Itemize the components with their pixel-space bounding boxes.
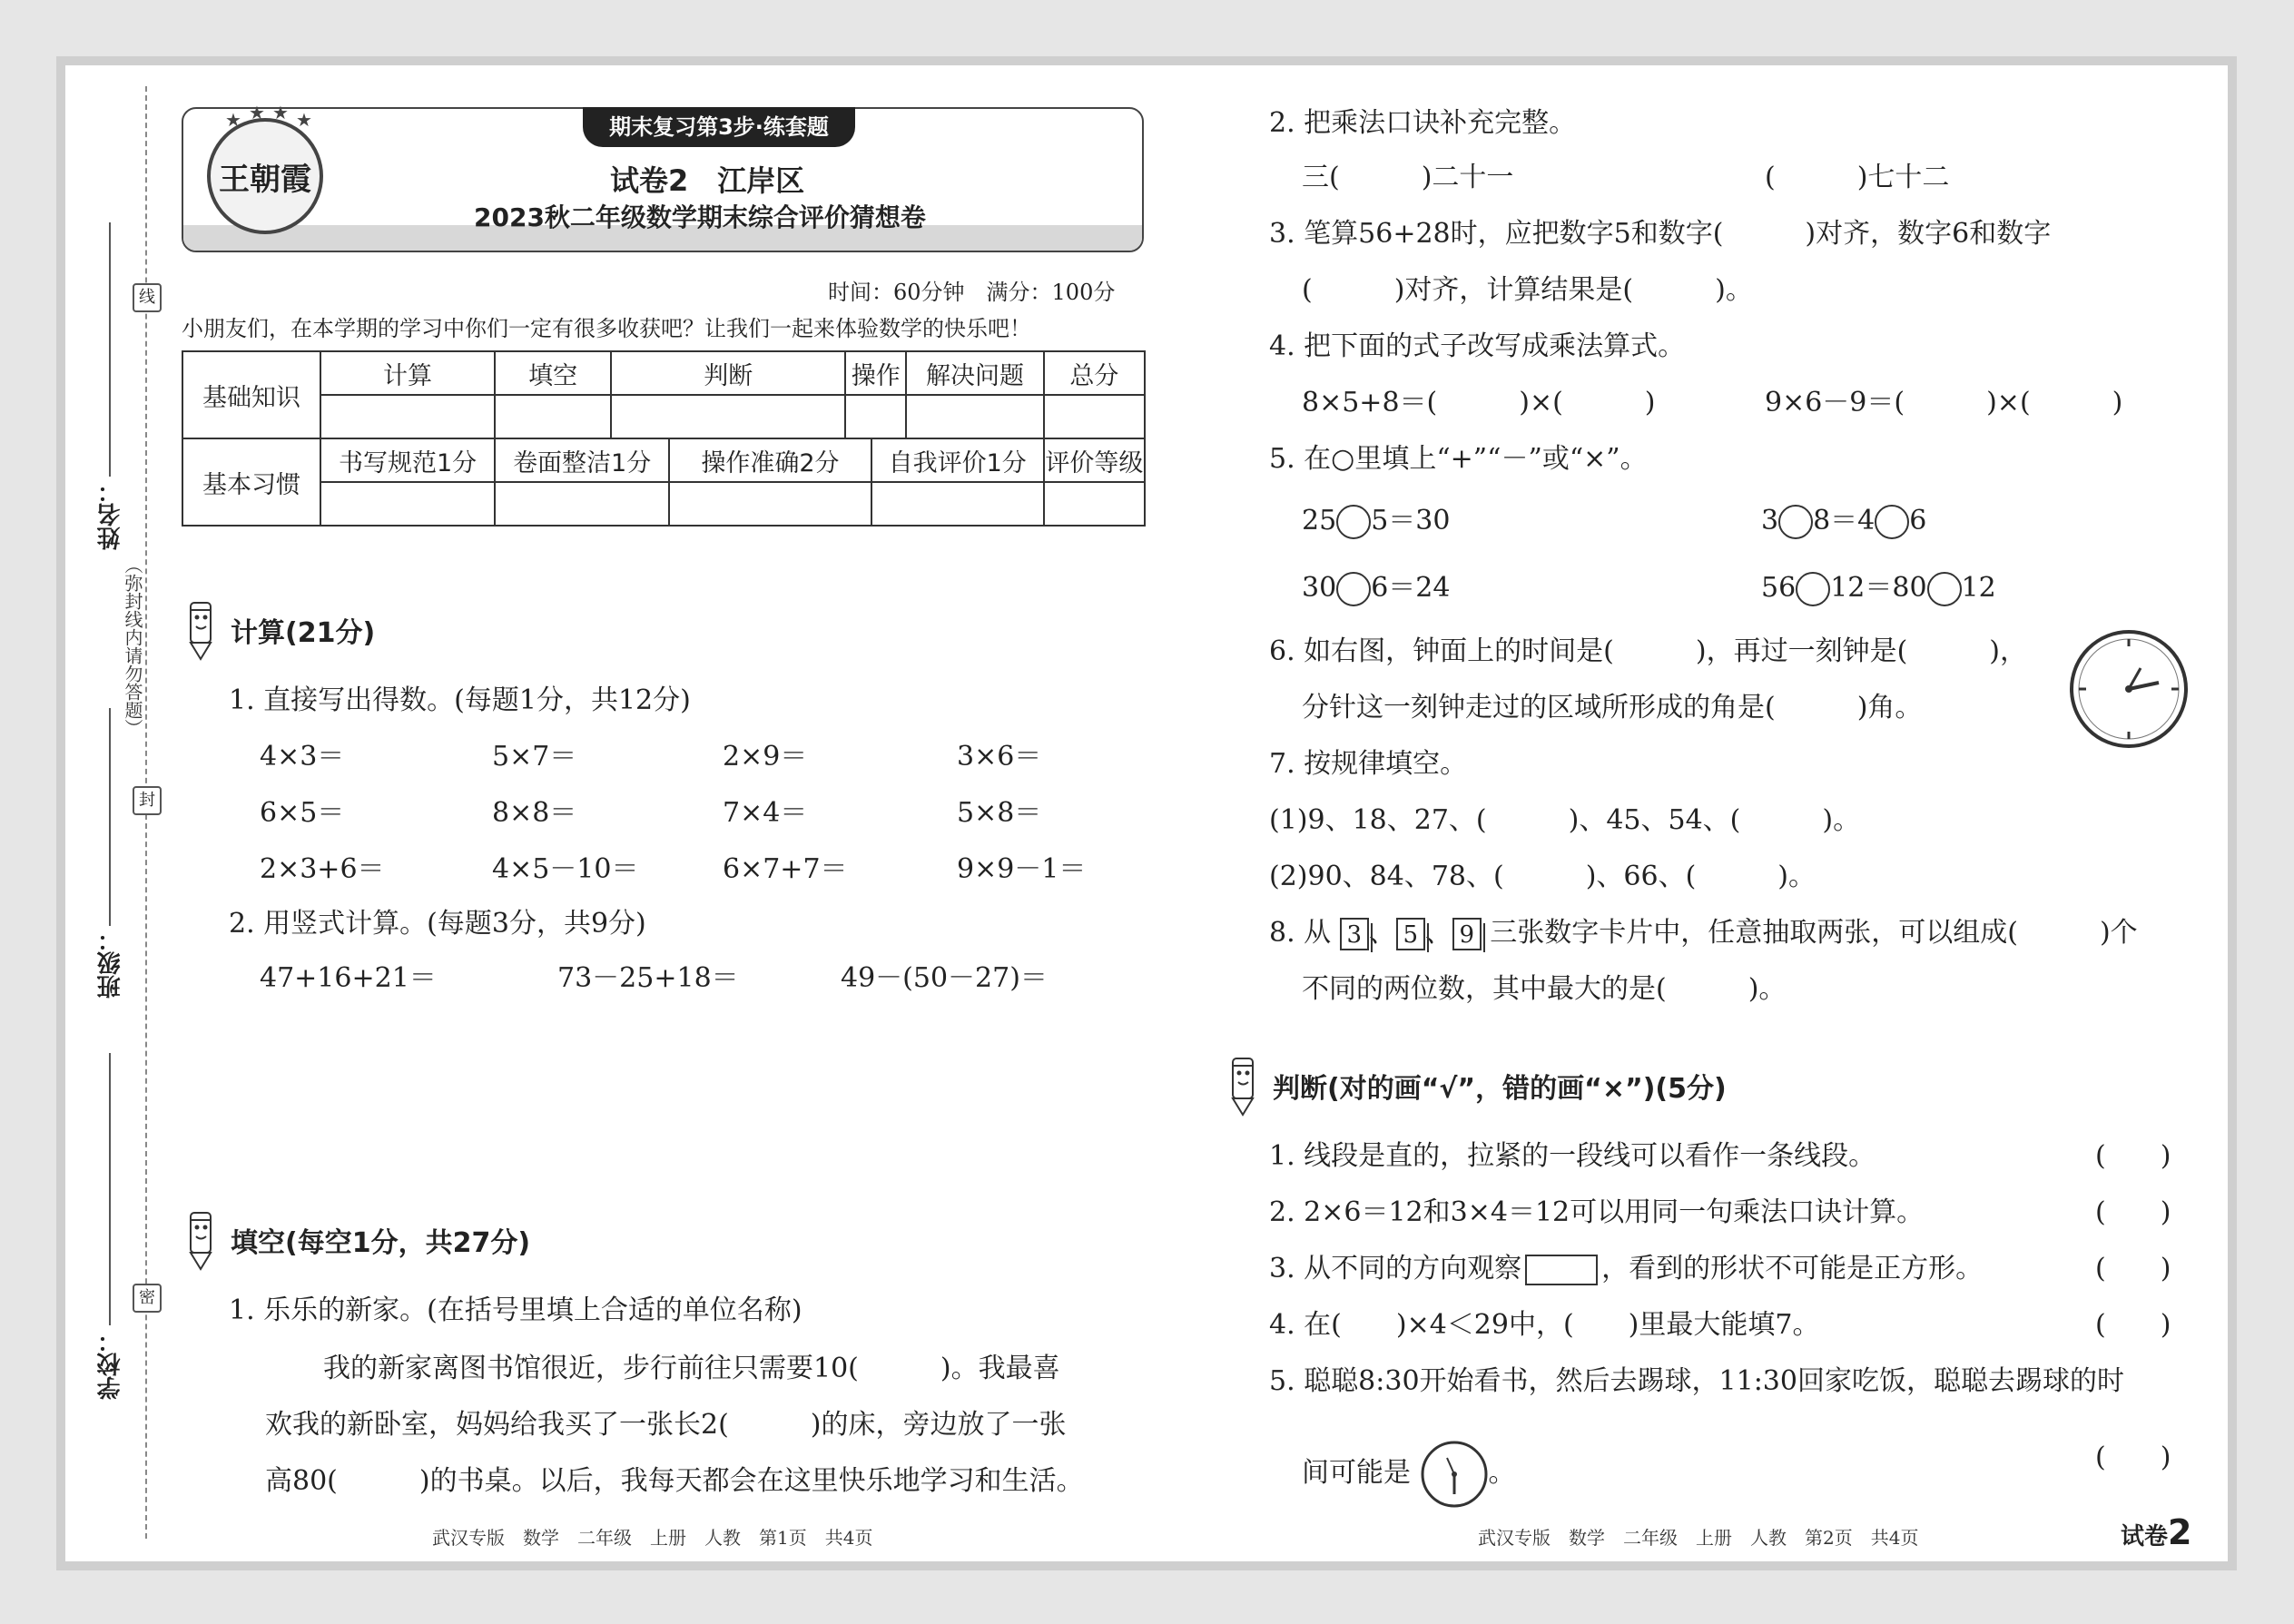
fill-q1-line: 我的新家离图书馆很近，步行前往只需要10( )。我最喜 [323, 1353, 1060, 1384]
header-cell: 操作 [845, 351, 906, 395]
time-info: 时间：60分钟 满分：100分 [828, 280, 1116, 305]
calc-item: 4×3＝ [260, 741, 345, 773]
score-cell[interactable] [1044, 395, 1145, 438]
school-label: 学校： [97, 1329, 124, 1400]
calc-item: 4×5－10＝ [492, 853, 639, 885]
section-title-calc: 计算(21分) [231, 617, 376, 649]
small-clock-icon [1420, 1440, 1489, 1509]
calc-item: 8×8＝ [492, 797, 577, 829]
header-cell: 判断 [611, 351, 845, 395]
fill-q4-b: 9×6－9＝( )×( ) [1765, 387, 2123, 418]
calc-item: 3×6＝ [957, 741, 1042, 773]
fill-q1-line: 高80( )的书桌。以后，我每天都会在这里快乐地学习和生活。 [265, 1465, 1084, 1497]
cuboid-icon [1525, 1255, 1598, 1285]
number-card: 5 [1396, 918, 1425, 950]
pencil-mascot-icon [180, 597, 222, 661]
calc-q2-title: 2. 用竖式计算。(每题3分，共9分) [229, 908, 646, 940]
judge-item: 4. 在( )×4＜29中，( )里最大能填7。 [1269, 1309, 1820, 1341]
clock-icon [2068, 628, 2190, 750]
judge-bracket[interactable]: ( ) [2095, 1253, 2171, 1284]
vertical-calc-item: 49－(50－27)＝ [841, 962, 1048, 994]
operator-circle[interactable] [1875, 505, 1909, 539]
operand: 25 [1302, 505, 1337, 536]
badge-label: 试卷 [2121, 1523, 2169, 1550]
operand: 6＝24 [1371, 572, 1451, 604]
operator-circle[interactable] [1336, 572, 1371, 606]
pencil-mascot-icon [1222, 1053, 1264, 1117]
star-icon: ★ [225, 109, 241, 131]
calc-item: 9×9－1＝ [957, 853, 1087, 885]
fill-q7-b: (2)90、84、78、( )、66、( )。 [1269, 861, 1816, 892]
star-icon: ★ [296, 109, 312, 131]
header-cell: 解决问题 [906, 351, 1044, 395]
judge-bracket[interactable]: ( ) [2095, 1309, 2171, 1341]
calc-item: 6×7+7＝ [723, 853, 848, 885]
operator-circle[interactable] [1796, 572, 1830, 606]
star-icon: ★ [272, 102, 289, 123]
fill-q2-a: 三( )二十一 [1302, 162, 1514, 193]
judge-item-tail: ，看到的形状不可能是正方形。 [1601, 1253, 1984, 1284]
fill-q6-line: 6. 如右图，钟面上的时间是( )，再过一刻钟是( )， [1269, 635, 2027, 667]
section-title-fill: 填空(每空1分，共27分) [231, 1227, 531, 1259]
operator-circle[interactable] [1778, 505, 1813, 539]
fill-q4-title: 4. 把下面的式子改写成乘法算式。 [1269, 330, 1686, 362]
row-label-habit: 基本习惯 [182, 438, 320, 526]
fill-q7-a: (1)9、18、27、( )、45、54、( )。 [1269, 804, 1861, 836]
judge-bracket[interactable]: ( ) [2095, 1196, 2171, 1228]
fill-q6-line: 分针这一刻钟走过的区域所形成的角是( )角。 [1302, 692, 1923, 723]
q8-prefix: 8. 从 [1269, 917, 1332, 949]
calc-q1-title: 1. 直接写出得数。(每题1分，共12分) [229, 684, 691, 716]
header-cell: 书写规范1分 [320, 438, 495, 482]
seal-mark-top: 线 [133, 283, 162, 312]
calc-item: 6×5＝ [260, 797, 345, 829]
calc-item: 7×4＝ [723, 797, 808, 829]
operand: 56 [1761, 572, 1797, 604]
class-underline [109, 708, 111, 926]
score-cell[interactable] [320, 395, 495, 438]
header-cell: 计算 [320, 351, 495, 395]
score-cell[interactable] [495, 482, 669, 526]
name-underline [109, 222, 111, 477]
operand: 8＝4 [1813, 505, 1876, 536]
calc-item: 5×7＝ [492, 741, 577, 773]
footer-right: 武汉专版 数学 二年级 上册 人教 第2页 共4页 [1478, 1527, 1919, 1549]
header-cell: 自我评价1分 [871, 438, 1044, 482]
calc-item: 2×3+6＝ [260, 853, 385, 885]
judge-item-tail: 。 [1488, 1457, 1516, 1489]
fill-q5-item [1761, 570, 1996, 606]
publisher-logo [207, 102, 323, 234]
seal-mark-bottom: 密 [133, 1284, 162, 1313]
footer-left: 武汉专版 数学 二年级 上册 人教 第1页 共4页 [432, 1527, 873, 1549]
score-cell[interactable] [906, 395, 1044, 438]
seal-note: （弥封线内请勿答题） [122, 556, 143, 737]
header-cell: 评价等级 [1044, 438, 1145, 482]
fill-q7-title: 7. 按规律填空。 [1269, 748, 1468, 780]
operand: 12 [1961, 572, 1996, 604]
exam-paper [56, 56, 2237, 1570]
class-label: 班级： [97, 928, 124, 999]
judge-item-text: 3. 从不同的方向观察 [1269, 1253, 1522, 1284]
header-cell: 总分 [1044, 351, 1145, 395]
judge-item-text: 间可能是 [1302, 1457, 1411, 1489]
pencil-mascot-icon [180, 1207, 222, 1271]
badge-number: 2 [2168, 1512, 2192, 1552]
logo-text: 王朝霞 [219, 162, 311, 198]
fill-q2-b: ( )七十二 [1765, 162, 1950, 193]
operator-circle[interactable] [1927, 572, 1962, 606]
fill-q1-line: 欢我的新卧室，妈妈给我买了一张长2( )的床，旁边放了一张 [265, 1409, 1067, 1441]
fill-q4-a: 8×5+8＝( )×( ) [1302, 387, 1656, 418]
judge-item-line2 [1302, 1440, 1516, 1509]
fill-q3-line: ( )对齐，计算结果是( )。 [1302, 274, 1753, 306]
step-label: 期末复习第3步·练套题 [583, 107, 855, 147]
score-table [182, 350, 1146, 527]
fill-q5-item [1302, 503, 1450, 539]
row-label-basic: 基础知识 [182, 351, 320, 438]
operand: 12＝80 [1830, 572, 1927, 604]
operand: 6 [1909, 505, 1927, 536]
judge-bracket[interactable]: ( ) [2095, 1140, 2171, 1172]
star-icon: ★ [249, 102, 265, 123]
judge-item: 5. 聪聪8:30开始看书，然后去踢球，11:30回家吃饭，聪聪去踢球的时 [1269, 1365, 2124, 1397]
fill-q3-line: 3. 笔算56+28时，应把数字5和数字( )对齐，数字6和数字 [1269, 218, 2052, 250]
section-title-judge: 判断(对的画“√”，错的画“×”)(5分) [1273, 1073, 1727, 1105]
paper-badge [2121, 1512, 2191, 1552]
score-cell[interactable] [1044, 482, 1145, 526]
score-cell[interactable] [611, 395, 845, 438]
number-card: 3 [1340, 918, 1369, 950]
operand: 30 [1302, 572, 1337, 604]
fill-q8-line: 不同的两位数，其中最大的是( )。 [1302, 973, 1787, 1005]
operand: 5＝30 [1371, 505, 1451, 536]
fill-q5-title: 5. 在○里填上“+”“－”或“×”。 [1269, 443, 1648, 475]
exam-header [182, 102, 1144, 252]
score-cell[interactable] [320, 482, 495, 526]
number-card: 9 [1452, 918, 1482, 950]
score-cell[interactable] [871, 482, 1044, 526]
fill-q8-line: 8. 从 3 、 5 、 9 三张数字卡片中，任意抽取两张，可以组成( )个 [1269, 917, 2138, 949]
name-label: 姓名： [97, 479, 124, 550]
greeting: 小朋友们，在本学期的学习中你们一定有很多收获吧？让我们一起来体验数学的快乐吧！ [182, 316, 1031, 341]
fill-q5-item [1302, 570, 1450, 606]
q8-suffix: 三张数字卡片中，任意抽取两张，可以组成( )个 [1490, 917, 2138, 949]
calc-item: 5×8＝ [957, 797, 1042, 829]
vertical-calc-item: 47+16+21＝ [260, 962, 437, 994]
judge-item: 2. 2×6＝12和3×4＝12可以用同一句乘法口诀计算。 [1269, 1196, 1925, 1228]
judge-item [1269, 1251, 1983, 1287]
fill-q1-title: 1. 乐乐的新家。(在括号里填上合适的单位名称) [229, 1294, 802, 1326]
header-cell: 填空 [495, 351, 611, 395]
fill-q5-item [1761, 503, 1926, 539]
paper-subtitle: 2023秋二年级数学期末综合评价猜想卷 [474, 202, 926, 232]
judge-item: 1. 线段是直的，拉紧的一段线可以看作一条线段。 [1269, 1140, 1876, 1172]
fill-q2-title: 2. 把乘法口诀补充完整。 [1269, 107, 1577, 139]
school-underline [109, 1053, 111, 1325]
vertical-calc-item: 73－25+18＝ [557, 962, 739, 994]
operator-circle[interactable] [1336, 505, 1371, 539]
paper-title: 试卷2 江岸区 [610, 163, 805, 198]
score-cell[interactable] [845, 395, 906, 438]
operand: 3 [1761, 505, 1779, 536]
header-cell: 操作准确2分 [669, 438, 871, 482]
seal-mark-mid: 封 [133, 786, 162, 815]
calc-item: 2×9＝ [723, 741, 808, 773]
score-cell[interactable] [669, 482, 871, 526]
judge-bracket[interactable]: ( ) [2095, 1442, 2171, 1473]
header-cell: 卷面整洁1分 [495, 438, 669, 482]
score-cell[interactable] [495, 395, 611, 438]
